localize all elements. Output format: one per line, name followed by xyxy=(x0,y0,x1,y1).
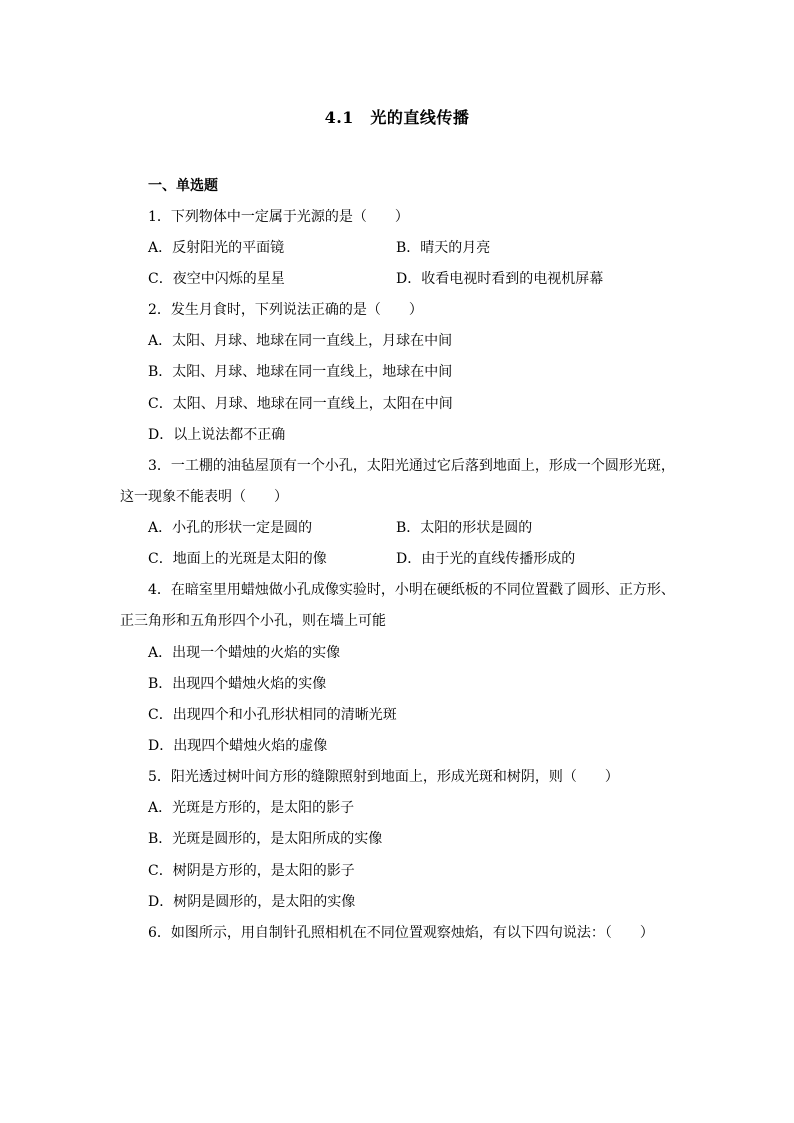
question-4-option-c: C．出现四个和小孔形状相同的清晰光斑 xyxy=(148,707,397,723)
question-1-option-a: A．反射阳光的平面镜 xyxy=(148,240,285,256)
question-3-option-c: C．地面上的光斑是太阳的像 xyxy=(148,551,327,567)
question-3-stem-line-1: 3．一工棚的油毡屋顶有一个小孔，太阳光通过它后落到地面上，形成一个圆形光斑， xyxy=(148,458,675,474)
question-3-option-d: D．由于光的直线传播形成的 xyxy=(396,551,576,567)
question-3-stem-line-2: 这一现象不能表明（ ） xyxy=(120,489,288,505)
question-1-stem: 1．下列物体中一定属于光源的是（ ） xyxy=(148,209,409,225)
question-1-option-d: D．收看电视时看到的电视机屏幕 xyxy=(396,271,604,287)
question-1-option-c: C．夜空中闪烁的星星 xyxy=(148,271,285,287)
question-3-option-b: B．太阳的形状是圆的 xyxy=(396,520,533,536)
question-4-stem-line-2: 正三角形和五角形四个小孔，则在墙上可能 xyxy=(120,613,386,629)
question-4-option-d: D．出现四个蜡烛火焰的虚像 xyxy=(148,738,328,754)
question-2-stem: 2．发生月食时，下列说法正确的是（ ） xyxy=(148,302,423,318)
question-4-option-b: B．出现四个蜡烛火焰的实像 xyxy=(148,676,327,692)
question-2-option-a: A．太阳、月球、地球在同一直线上，月球在中间 xyxy=(148,333,453,349)
question-2-option-c: C．太阳、月球、地球在同一直线上，太阳在中间 xyxy=(148,396,453,412)
question-4-stem-line-1: 4．在暗室里用蜡烛做小孔成像实验时，小明在硬纸板的不同位置戳了圆形、正方形、 xyxy=(148,582,675,598)
question-2-option-b: B．太阳、月球、地球在同一直线上，地球在中间 xyxy=(148,364,453,380)
question-5-option-b: B．光斑是圆形的，是太阳所成的实像 xyxy=(148,831,383,847)
question-5-option-a: A．光斑是方形的，是太阳的影子 xyxy=(148,800,355,816)
question-3-option-a: A．小孔的形状一定是圆的 xyxy=(148,520,313,536)
question-5-stem: 5．阳光透过树叶间方形的缝隙照射到地面上，形成光斑和树阴，则（ ） xyxy=(148,769,619,785)
question-1-option-b: B．晴天的月亮 xyxy=(396,240,491,256)
section-heading: 一、单选题 xyxy=(148,178,218,194)
question-5-option-c: C．树阴是方形的，是太阳的影子 xyxy=(148,863,355,879)
question-5-option-d: D．树阴是圆形的，是太阳的实像 xyxy=(148,894,356,910)
question-2-option-d: D．以上说法都不正确 xyxy=(148,427,286,443)
question-6-stem: 6．如图所示，用自制针孔照相机在不同位置观察烛焰，有以下四句说法：（ ） xyxy=(148,925,654,941)
question-4-option-a: A．出现一个蜡烛的火焰的实像 xyxy=(148,645,341,661)
page-title: 4.1 光的直线传播 xyxy=(324,108,470,127)
